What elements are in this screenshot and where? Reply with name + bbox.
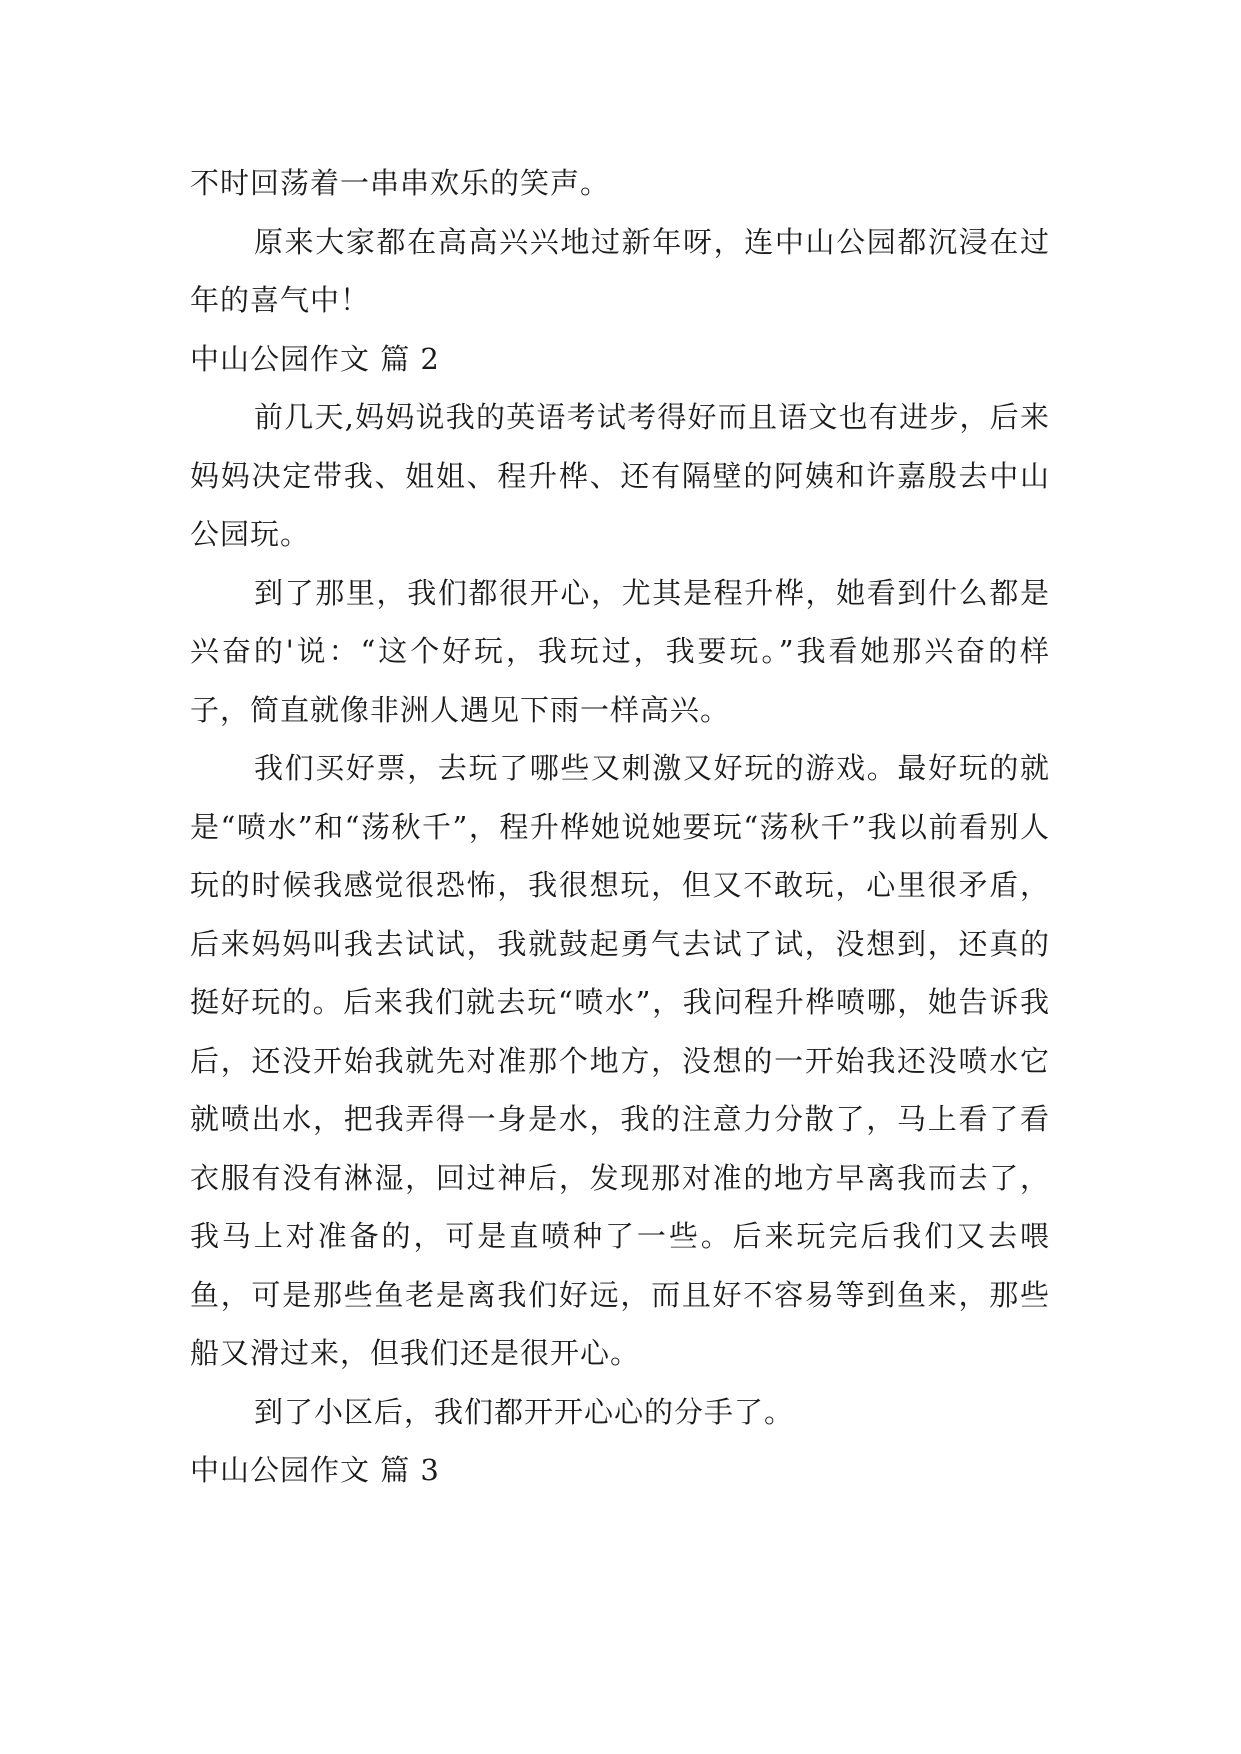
paragraph-2: 原来大家都在高高兴兴地过新年呀，连中山公园都沉浸在过年的喜气中！ — [190, 224, 1050, 317]
section-heading-3: 中山公园作文 篇 3 — [190, 1453, 440, 1487]
paragraph-4: 到了那里，我们都很开心，尤其是程升桦，她看到什么都是兴奋的'说：“这个好玩，我玩过，我要玩。”我看她那兴奋的样子，简直就像非洲人遇见下雨一样高兴。 — [190, 575, 1050, 727]
paragraph-6: 到了小区后，我们都开开心心的分手了。 — [254, 1394, 795, 1429]
document-body — [190, 154, 1050, 1500]
paragraph-5: 我们买好票，去玩了哪些又刺激又好玩的游戏。最好玩的就是“喷水”和“荡秋千”，程升桦她说她要玩“荡秋千”我以前看别人玩的时候我感觉很恐怖，我很想玩，但又不敢玩，心里很矛盾，后来妈妈叫我去试试，我就鼓起勇气去试了试，没想到，还真的挺好玩的。后来我们就去玩“喷水”，我问程升桦喷哪，她告诉我后，还没开始我就先对准那个地方，没想的一开始我还没喷水它就喷出水，把我弄得一身是水，我的注意力分散了，马上看了看衣服有没有淋湿，回过神后，发现那对准的地方早离我而去了，我马上对准备的，可是直喷种了一些。后来玩完后我们又去喂鱼，可是那些鱼老是离我们好远，而且好不容易等到鱼来，那些船又滑过来，但我们还是很开心。 — [190, 751, 1050, 1370]
paragraph-3: 前几天,妈妈说我的英语考试考得好而且语文也有进步，后来妈妈决定带我、姐姐、程升桦、还有隔壁的阿姨和许嘉殷去中山公园玩。 — [190, 400, 1050, 551]
paragraph-1: 不时回荡着一串串欢乐的笑声。 — [190, 166, 611, 200]
section-heading-2: 中山公园作文 篇 2 — [190, 341, 440, 376]
